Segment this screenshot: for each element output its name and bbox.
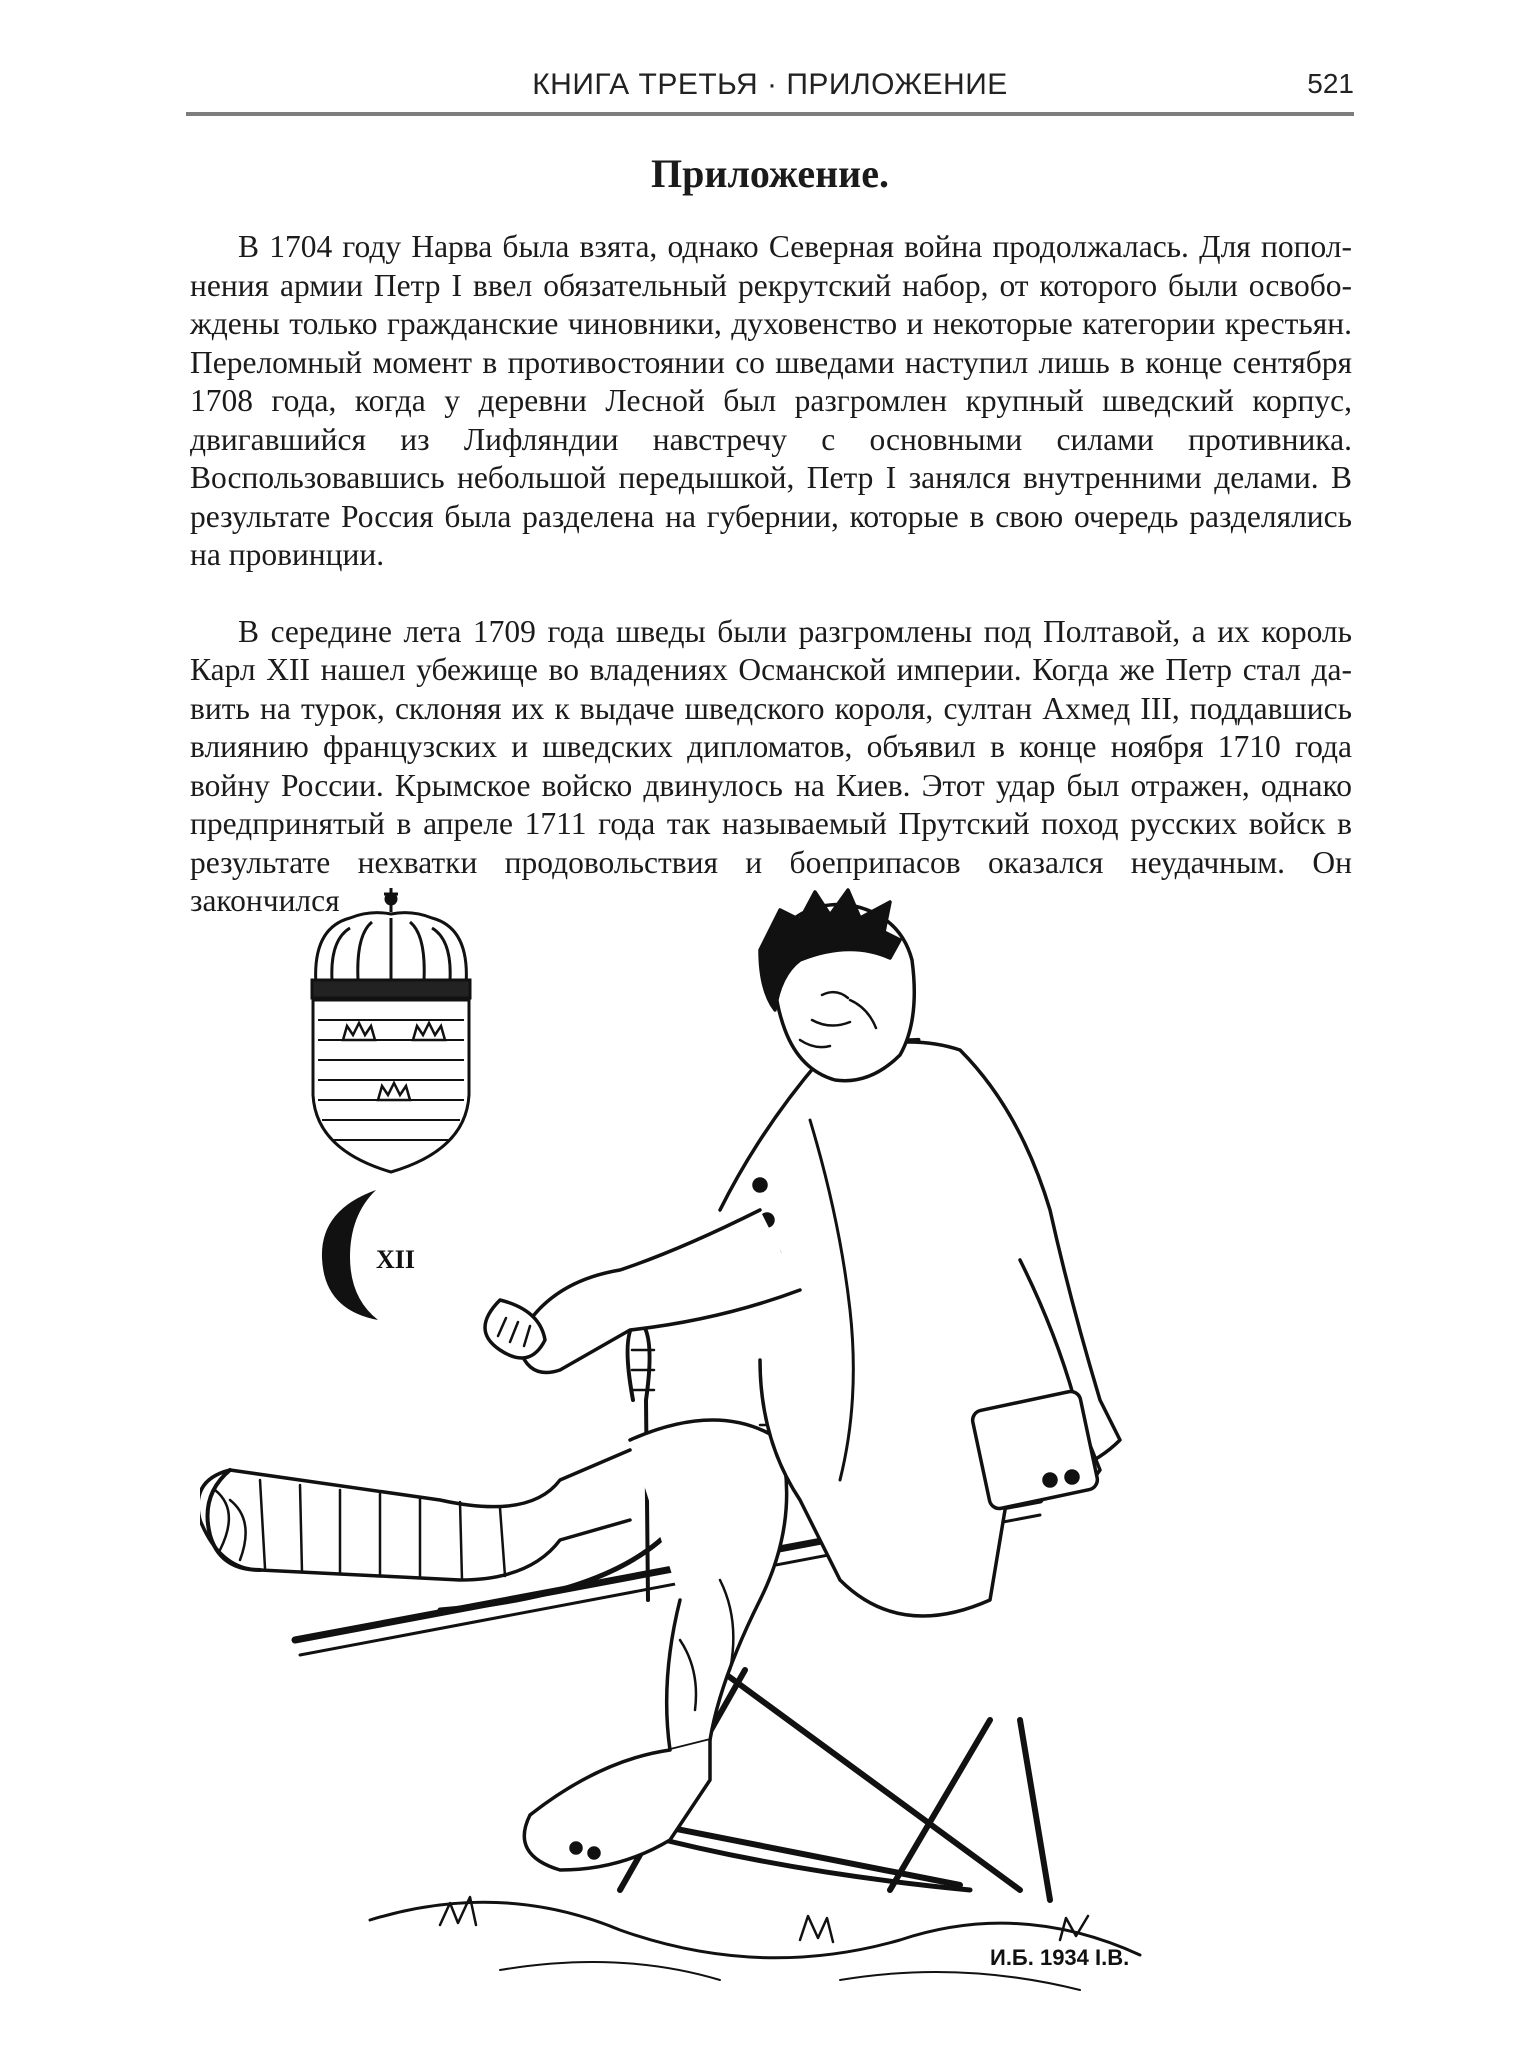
page-number: 521 — [1307, 68, 1354, 99]
monogram-label: XII — [376, 1245, 416, 1274]
running-head-title: КНИГА ТРЕТЬЯ · ПРИЛОЖЕНИЕ — [532, 68, 1008, 101]
illustration-drawing — [200, 880, 1360, 2010]
monogram — [322, 1190, 415, 1320]
header-rule — [186, 112, 1354, 116]
body-text — [190, 228, 1352, 921]
paragraph-2: В середине лета 1709 года шведы были разгромлены под Полтавой, а их король Карл XII нашел убежище во владениях Османской империи. Когда же Петр стал давить на турок, склоняя их к выдаче шведского короля, султан Ахмед III, поддавшись влиянию французских и шведских дипломатов, объявил в конце ноября 1710 года войну России. Крымское войско двинулось на Киев. Этот удар был отражен, однако предпринятый в апреле 1711 года так называемый Прутский поход русских войск в результате нехватки продовольствия и боеприпасов оказался неудачным. Он закончился — [190, 613, 1352, 918]
running-head — [186, 62, 1354, 108]
page-title: Приложение. — [651, 151, 889, 196]
paragraph-1: В 1704 году Нарва была взята, однако Северная война продолжалась. Для пополнения армии Петр I ввел обязательный рекрутский набор, от которого были освобождены только гражданские чиновники, духовенство и некоторые категории крестьян. Переломный момент в противостоянии со шведами наступил лишь в конце сентября 1708 года, когда у деревни Лесной был разгромлен крупный шведский корпус, двигавшийся из Лифляндии навстречу с основными силами противника. Воспользовавшись небольшой передышкой, Петр I занялся внутренними делами. В результате Россия была разделена на губернии, которые в свою очередь разделялись на провинции. — [190, 229, 1352, 572]
artist-signature: И.Б. 1934 І.В. — [990, 1945, 1130, 1970]
illustration — [200, 880, 1360, 2010]
coat-of-arms — [312, 888, 470, 1172]
